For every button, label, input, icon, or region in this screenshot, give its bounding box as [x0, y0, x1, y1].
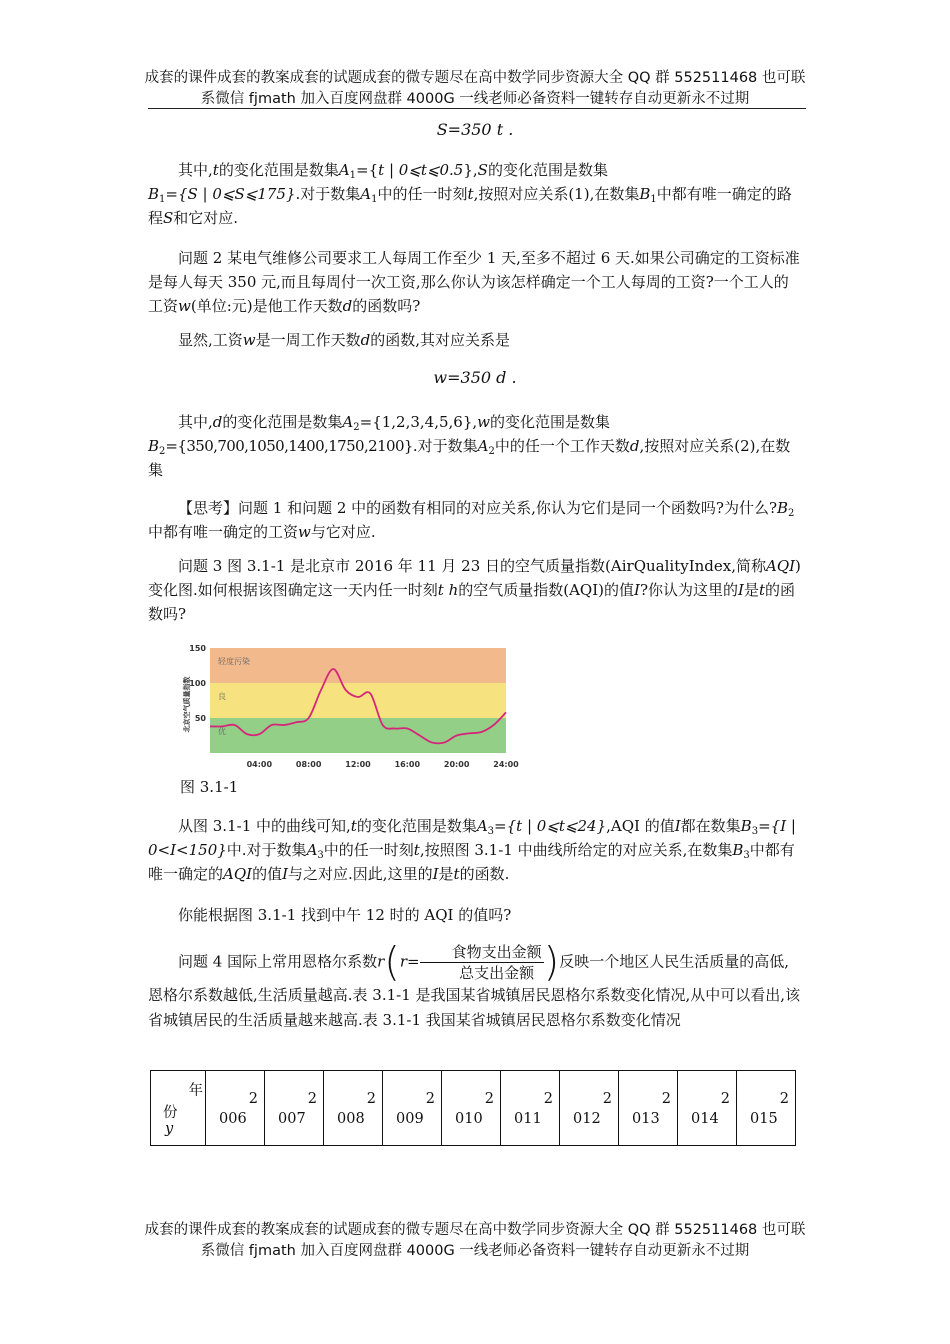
table-cell: 2 013: [619, 1071, 678, 1146]
table-cell: 2 015: [737, 1071, 796, 1146]
table-header-cell: [151, 1071, 206, 1146]
equation-w-text: w=350 d .: [433, 368, 517, 387]
chart-y-axis-label: 北京空气质量指数: [183, 676, 191, 733]
chart-band-label: 轻度污染: [218, 657, 250, 666]
aqi-chart: [180, 638, 525, 772]
chart-band-1: [210, 683, 506, 718]
header-rule: [148, 108, 806, 109]
header-fen-char: 份: [163, 1105, 178, 1121]
table-cell: 2 007: [265, 1071, 324, 1146]
table-row: [151, 1071, 796, 1146]
paragraph-2: 显然,工资w是一周工作天数d的函数,其对应关系是: [178, 331, 511, 349]
question-2: 问题 2 某电气维修公司要求工人每周工作至少 1 天,至多不超过 6 天.如果公司确定的工资标准是每人每天 350 元,而且每周付一次工资,那么你认为该怎样确定一个工人每周的工资?一个工人的工资w(单位:元)是他工作天数d的函数吗?: [148, 249, 800, 315]
table-cell: 2 010: [442, 1071, 501, 1146]
figure-caption: 图 3.1-1: [180, 778, 239, 796]
paragraph-1: 其中,t的变化范围是数集$A_1=\{t$ | 0⩽t⩽0.5},S的变化范围是数集 $B_1=\{S$ | 0⩽S⩽175}.对于数集$A_1$中的任一时刻t,按照对应关系(1),在数集$B_1$中都有唯一确定的路程S和它对应.: [148, 161, 792, 227]
paragraph-3: 其中,d的变化范围是数集$A_2=\{1,2,3,4,5,6\},w$的变化范围是数集 $B_2=\{350,700,1050,1400,1750,2100\}$.对于数集$A_2$中的任一个工作天数d,按照对应关系(2),在数集: [148, 413, 791, 479]
paragraph-4: 从图 3.1-1 中的曲线可知,t的变化范围是数集$A_3=\{t$ | 0⩽t⩽24},AQI 的值I都在数集$B_3=\{I$ | 0<I<150}中.对于数集$A_3$中的任一时刻t,按照图 3.1-1 中曲线所给定的对应关系,在数集$B_3$中都有唯一确定的AQI的值I与之对应.因此,这里的I是t的函数.: [148, 817, 796, 883]
chart-band-label: 优: [218, 727, 226, 736]
chart-x-tick-label: 12:00: [345, 760, 371, 769]
chart-x-tick-label: 16:00: [394, 760, 421, 769]
chart-band-2: [210, 648, 506, 683]
table-cell: 2 014: [678, 1071, 737, 1146]
chart-band-label: 良: [218, 692, 226, 701]
table-cell: 2 009: [383, 1071, 442, 1146]
chart-x-tick-label: 24:00: [493, 760, 519, 769]
chart-x-tick-label: 20:00: [443, 760, 470, 769]
engel-table: [150, 1070, 796, 1146]
equation-s-text: S=350 t .: [436, 120, 514, 139]
table-cell: 2 012: [560, 1071, 619, 1146]
chart-y-tick-label: 50: [194, 714, 206, 723]
question-4: 问题 4 国际上常用恩格尔系数r(r= $\frac{\text{食物支出金额}}{\text{总支出金额}}$ )反映一个地区人民生活质量的高低,恩格尔系数越低,生活质量越高.表 3.1-1 是我国某省城镇居民恩格尔系数变化情况,从中可以看出,该省城镇居民的生活质量越来越高.表 3.1-1 我国某省城镇居民恩格尔系数变化情况: [148, 939, 801, 1029]
engel-fraction: $\frac{\text{食物支出金额}}{\text{总支出金额}}$: [420, 942, 544, 983]
chart-y-tick-label: 100: [189, 679, 206, 688]
table-cell: 2 006: [206, 1071, 265, 1146]
chart-x-tick-label: 04:00: [246, 760, 273, 769]
footer-line-2: 系微信 fjmath 加入百度网盘群 4000G 一线老师必备资料一键转存自动更新永不过期: [200, 1243, 750, 1259]
paragraph-5: 你能根据图 3.1-1 找到中午 12 时的 AQI 的值吗?: [178, 906, 512, 924]
header-line-2: 系微信 fjmath 加入百度网盘群 4000G 一线老师必备资料一键转存自动更新永不过期: [200, 91, 750, 107]
header-var: y: [165, 1121, 174, 1137]
footer-line-1: 成套的课件成套的教案成套的试题成套的微专题尽在高中数学同步资源大全 QQ 群 552511468 也可联: [144, 1222, 806, 1238]
table-cell: 2 011: [501, 1071, 560, 1146]
chart-x-tick-label: 08:00: [295, 760, 322, 769]
equation-s: [0, 120, 950, 139]
chart-y-tick-label: 150: [189, 644, 206, 653]
page-header: [0, 68, 950, 110]
header-line-1: 成套的课件成套的教案成套的试题成套的微专题尽在高中数学同步资源大全 QQ 群 552511468 也可联: [144, 70, 806, 86]
table-cell: 2 008: [324, 1071, 383, 1146]
think-paragraph: 【思考】问题 1 和问题 2 中的函数有相同的对应关系,你认为它们是同一个函数吗?为什么$?B_2$中都有唯一确定的工资w与它对应.: [148, 499, 795, 541]
page-footer: [0, 1220, 950, 1262]
header-year-char: 年: [188, 1083, 203, 1099]
question-3: 问题 3 图 3.1-1 是北京市 2016 年 11 月 23 日的空气质量指数(AirQualityIndex,简称AQI)变化图.如何根据该图确定这一天内任一时刻t h的空气质量指数(AQI)的值I?你认为这里的I是t的函数吗?: [148, 557, 801, 623]
equation-w: [0, 368, 950, 387]
